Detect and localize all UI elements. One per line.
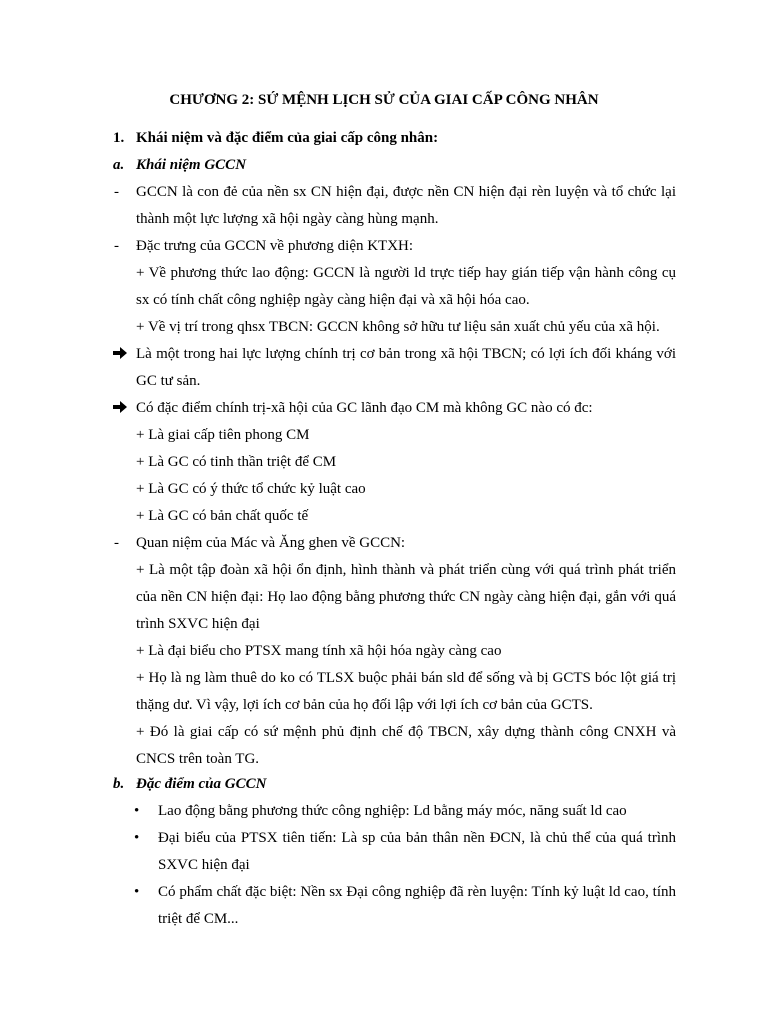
paragraph-line: Có đặc điểm chính trị-xã hội của GC lãnh đạo CM mà không GC nào có đc:	[136, 400, 593, 416]
bullet-item: triệt để CM...	[158, 911, 239, 927]
bullet-marker: •	[134, 884, 140, 900]
paragraph-line: sx có tính chất công nghiệp ngày càng hiện đại và xã hội hóa cao.	[136, 292, 530, 308]
dash-marker: -	[114, 184, 119, 200]
paragraph-line: GC tư sản.	[136, 373, 201, 389]
right-arrow-icon	[113, 400, 128, 414]
bullet-item: SXVC hiện đại	[158, 857, 250, 873]
subsection-b-letter: b.	[113, 776, 125, 792]
paragraph-line: Quan niệm của Mác và Ăng ghen về GCCN:	[136, 535, 406, 551]
section-1-number: 1.	[113, 130, 125, 146]
subsection-b-heading: Đặc điểm của GCCN	[136, 776, 267, 792]
bullet-item: Lao động bằng phương thức công nghiệp: Ld bằng máy móc, năng suất ld cao	[158, 803, 627, 819]
list-item: + Là GC có tinh thần triệt để CM	[136, 454, 337, 470]
list-item: + Là GC có bản chất quốc tế	[136, 508, 309, 524]
bullet-marker: •	[134, 803, 140, 819]
dash-marker: -	[114, 238, 119, 254]
paragraph-line: GCCN là con đẻ của nền sx CN hiện đại, được nền CN hiện đại rèn luyện và tổ chức lại	[136, 184, 676, 200]
subsection-a-heading: Khái niệm GCCN	[136, 157, 247, 173]
bullet-item: Có phẩm chất đặc biệt: Nền sx Đại công nghiệp đã rèn luyện: Tính kỷ luật ld cao, tính	[158, 884, 676, 900]
paragraph-line: Là một trong hai lực lượng chính trị cơ bản trong xã hội TBCN; có lợi ích đối kháng với	[136, 346, 676, 362]
paragraph-line: + Họ là ng làm thuê do ko có TLSX buộc phải bán sld để sống và bị GCTS bóc lột giá trị	[136, 670, 676, 686]
list-item: + Là GC có ý thức tổ chức kỷ luật cao	[136, 481, 366, 497]
paragraph-line: + Là một tập đoàn xã hội ổn định, hình thành và phát triển cùng với quá trình phát triển	[136, 562, 676, 578]
paragraph-line: + Về vị trí trong qhsx TBCN: GCCN không sở hữu tư liệu sản xuất chủ yếu của xã hội.	[136, 319, 660, 335]
paragraph-line: của nền CN hiện đại: Họ lao động bằng phương thức CN ngày càng hiện đại, gắn với quá	[136, 589, 676, 605]
right-arrow-icon	[113, 346, 128, 360]
list-item: + Là giai cấp tiên phong CM	[136, 427, 310, 443]
bullet-item: Đại biểu của PTSX tiên tiến: Là sp của bản thân nền ĐCN, là chủ thể của quá trình	[158, 830, 676, 846]
paragraph-line: + Về phương thức lao động: GCCN là người ld trực tiếp hay gián tiếp vận hành công cụ	[136, 265, 676, 281]
paragraph-line: Đặc trưng của GCCN về phương diện KTXH:	[136, 238, 414, 254]
paragraph-line: trình SXVC hiện đại	[136, 616, 260, 632]
paragraph-line: + Là đại biểu cho PTSX mang tính xã hội hóa ngày càng cao	[136, 643, 502, 659]
section-1-heading: Khái niệm và đặc điểm của giai cấp công nhân:	[136, 130, 439, 146]
bullet-marker: •	[134, 830, 140, 846]
dash-marker: -	[114, 535, 119, 551]
chapter-title: CHƯƠNG 2: SỨ MỆNH LỊCH SỬ CỦA GIAI CẤP CÔNG NHÂN	[169, 92, 599, 108]
paragraph-line: thành một lực lượng xã hội ngày càng hùng mạnh.	[136, 211, 439, 227]
paragraph-line: + Đó là giai cấp có sứ mệnh phủ định chế độ TBCN, xây dựng thành công CNXH và	[136, 724, 676, 740]
subsection-a-letter: a.	[113, 157, 125, 173]
paragraph-line: thặng dư. Vì vậy, lợi ích cơ bản của họ đối lập với lợi ích cơ bản của GCTS.	[136, 697, 593, 713]
paragraph-line: CNCS trên toàn TG.	[136, 751, 260, 767]
